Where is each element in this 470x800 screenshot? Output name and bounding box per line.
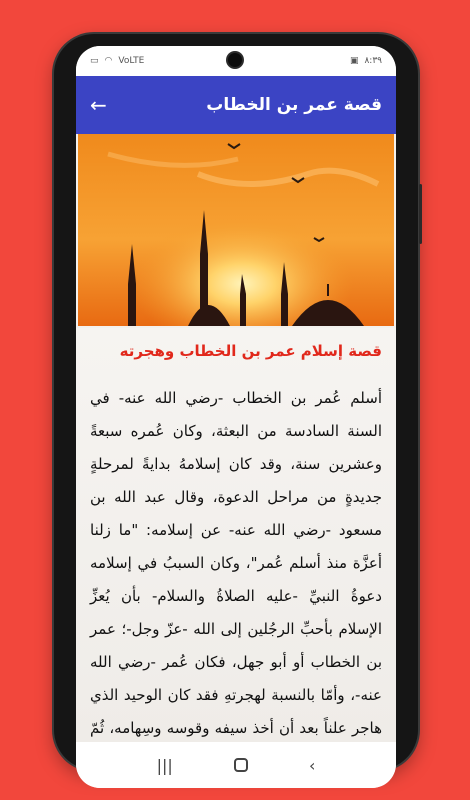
mosque-sunset-illustration <box>78 134 394 326</box>
article-body: أسلم عُمر بن الخطاب -رضي الله عنه- في السنة السادسة من البعثة، وكان عُمره سبعةً وعشرين سنة، وقد كان إسلامهُ بدايةً لمرحلةٍ جديدةٍ من مراحل الدعوة، وقال عبد الله بن مسعود -رضي الله عنه- عن إسلامه: "ما زلنا أعزَّة منذ أسلم عُمر"، وكان السببُ في إسلامه دعوةُ النبيِّ -عليه الصلاةُ والسلام- بأن يُعزِّ الإسلام بأحبِّ الرجُلين إلى الله -عزّ وجل-؛ عمر بن الخطاب أو أبو جهل، فكان عُمر -رضي الله عنه-، وأمّا بالنسبة لهجرتهِ فقد كان الوحيد الذي هاجر علناً بعد أن أخذ سيفه وقوسه وسِهامه، ثُمّ <box>90 389 382 737</box>
front-camera <box>228 53 242 67</box>
status-right <box>350 56 382 66</box>
system-nav-bar <box>76 742 396 788</box>
page-title: قصة عمر بن الخطاب <box>206 95 382 115</box>
battery-icon: ▭ <box>90 56 99 66</box>
arrow-left-icon[interactable]: ← <box>90 93 107 117</box>
volume-button <box>419 184 422 244</box>
clock: ٨:٣٩ <box>364 56 382 66</box>
signal-text: VoLTE <box>118 56 145 66</box>
recents-button[interactable]: ||| <box>156 755 173 775</box>
app-bar <box>76 76 396 134</box>
article-heading: قصة إسلام عمر بن الخطاب وهجرته <box>119 342 382 360</box>
phone-frame <box>54 34 418 775</box>
image-icon: ▣ <box>349 56 359 66</box>
home-button[interactable] <box>234 758 248 772</box>
hero-image <box>78 134 394 326</box>
article <box>76 328 396 742</box>
back-button[interactable]: ‹ <box>309 755 316 775</box>
status-left <box>90 56 144 66</box>
wifi-icon: ◠ <box>104 56 113 66</box>
screen <box>76 46 396 788</box>
